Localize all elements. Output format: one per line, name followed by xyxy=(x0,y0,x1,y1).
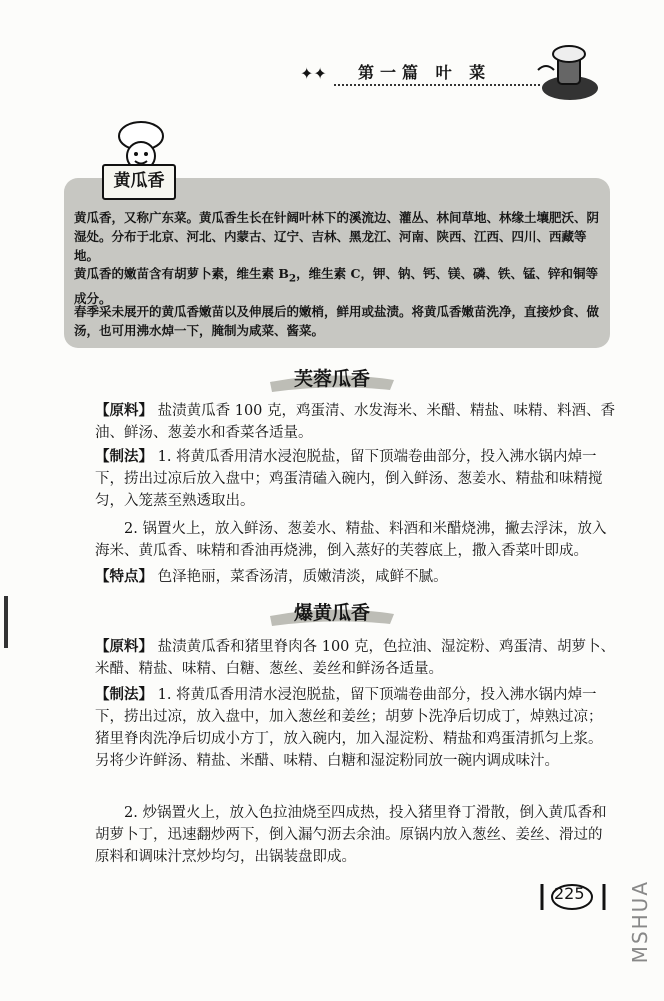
ingredients-paragraph xyxy=(95,400,615,444)
ingredients-text: 盐渍黄瓜香 100 克，鸡蛋清、水发海米、米醋、精盐、味精、料酒、香油、鲜汤、葱姜水和香菜各适量。 xyxy=(95,403,616,441)
intro-sign: 黄瓜香 xyxy=(102,164,176,200)
method-paragraph xyxy=(95,684,615,772)
method-paragraph xyxy=(95,446,615,512)
intro-text-1: 黄瓜香，又称广东菜。黄瓜香生长在针阔叶林下的溪流边、灌丛、林间草地、林缘土壤肥沃、阴湿处。分布于北京、河北、内蒙古、辽宁、吉林、黑龙江、河南、陕西、江西、四川、西藏等地。 xyxy=(74,210,600,263)
ingredients-label: 【原料】 xyxy=(95,402,153,419)
page-number: 225 xyxy=(554,884,585,903)
ingredients-label: 【原料】 xyxy=(95,638,153,655)
dotted-rule xyxy=(334,84,540,86)
feature-label: 【特点】 xyxy=(95,568,153,585)
recipe1-title-text: 芙蓉瓜香 xyxy=(293,368,370,390)
ingredients-text: 盐渍黄瓜香和猪里脊肉各 100 克，色拉油、湿淀粉、鸡蛋清、胡萝卜、米醋、精盐、味精、白糖、葱丝、姜丝和鲜汤各适量。 xyxy=(95,639,616,677)
intro-paragraph xyxy=(74,208,600,265)
feature-text: 色泽艳丽，菜香汤清，质嫩清淡，咸鲜不腻。 xyxy=(157,569,448,585)
method-label: 【制法】 xyxy=(95,686,153,703)
ingredients-paragraph xyxy=(95,636,615,680)
intro-text-3: 春季采未展开的黄瓜香嫩苗以及伸展后的嫩梢，鲜用或盐渍。将黄瓜香嫩苗洗净，直接炒食、做汤，也可用沸水焯一下，腌制为咸菜、酱菜。 xyxy=(74,304,600,338)
method-step-1: 1. 将黄瓜香用清水浸泡脱盐，留下顶端卷曲部分，投入沸水锅内焯一下，捞出过凉，放入盘中，加入葱丝和姜丝；胡萝卜洗净后切成丁，焯熟过凉；猪里脊肉洗净后切成小方丁，放入碗内，加入湿淀粉、精盐和鸡蛋清抓匀上浆。另将少许鲜汤、精盐、米醋、味精、白糖和湿淀粉同放一碗内调成味汁。 xyxy=(95,687,603,769)
recipe-title xyxy=(262,598,402,628)
chef-hat-illustration xyxy=(532,44,602,104)
subscript: 2 xyxy=(288,272,297,285)
intro-text-2b: ，维生素 C，钾、钠、钙、镁、磷、铁、锰、锌和铜等成分。 xyxy=(74,266,598,306)
watermark: MSHUA xyxy=(628,880,652,964)
running-header xyxy=(300,60,550,90)
recipe2-title-text: 爆黄瓜香 xyxy=(293,602,370,624)
scan-edge-mark xyxy=(4,596,8,648)
method-step-2: 2. 锅置火上，放入鲜汤、葱姜水、精盐、料酒和米醋烧沸，撇去浮沫，放入海米、黄瓜香、味精和香油再烧沸，倒入蒸好的芙蓉底上，撒入香菜叶即成。 xyxy=(95,521,607,559)
chapter-title: 第一篇 叶 菜 xyxy=(358,63,492,82)
method-step-2: 2. 炒锅置火上，放入色拉油烧至四成热，投入猪里脊丁滑散，倒入黄瓜香和胡萝卜丁，迅速翻炒两下，倒入漏勺沥去余油。原锅内放入葱丝、姜丝、滑过的原料和调味汁烹炒均匀，出锅装盘即成。 xyxy=(95,805,607,865)
method-paragraph xyxy=(95,802,615,868)
recipe-title xyxy=(262,364,402,394)
method-step-1: 1. 将黄瓜香用清水浸泡脱盐，留下顶端卷曲部分，投入沸水锅内焯一下，捞出过凉后放入盘中；鸡蛋清磕入碗内，倒入鲜汤、葱姜水、精盐和味精搅匀，入笼蒸至熟透取出。 xyxy=(95,449,603,509)
intro-text-2a: 黄瓜香的嫩苗含有胡萝卜素，维生素 B xyxy=(74,266,289,281)
page-number-badge xyxy=(536,880,612,914)
sparkle-icon: ✦✦ xyxy=(300,64,327,83)
feature-paragraph xyxy=(95,566,615,588)
intro-paragraph xyxy=(74,264,600,308)
intro-paragraph xyxy=(74,302,600,340)
method-paragraph xyxy=(95,518,615,562)
method-label: 【制法】 xyxy=(95,448,153,465)
